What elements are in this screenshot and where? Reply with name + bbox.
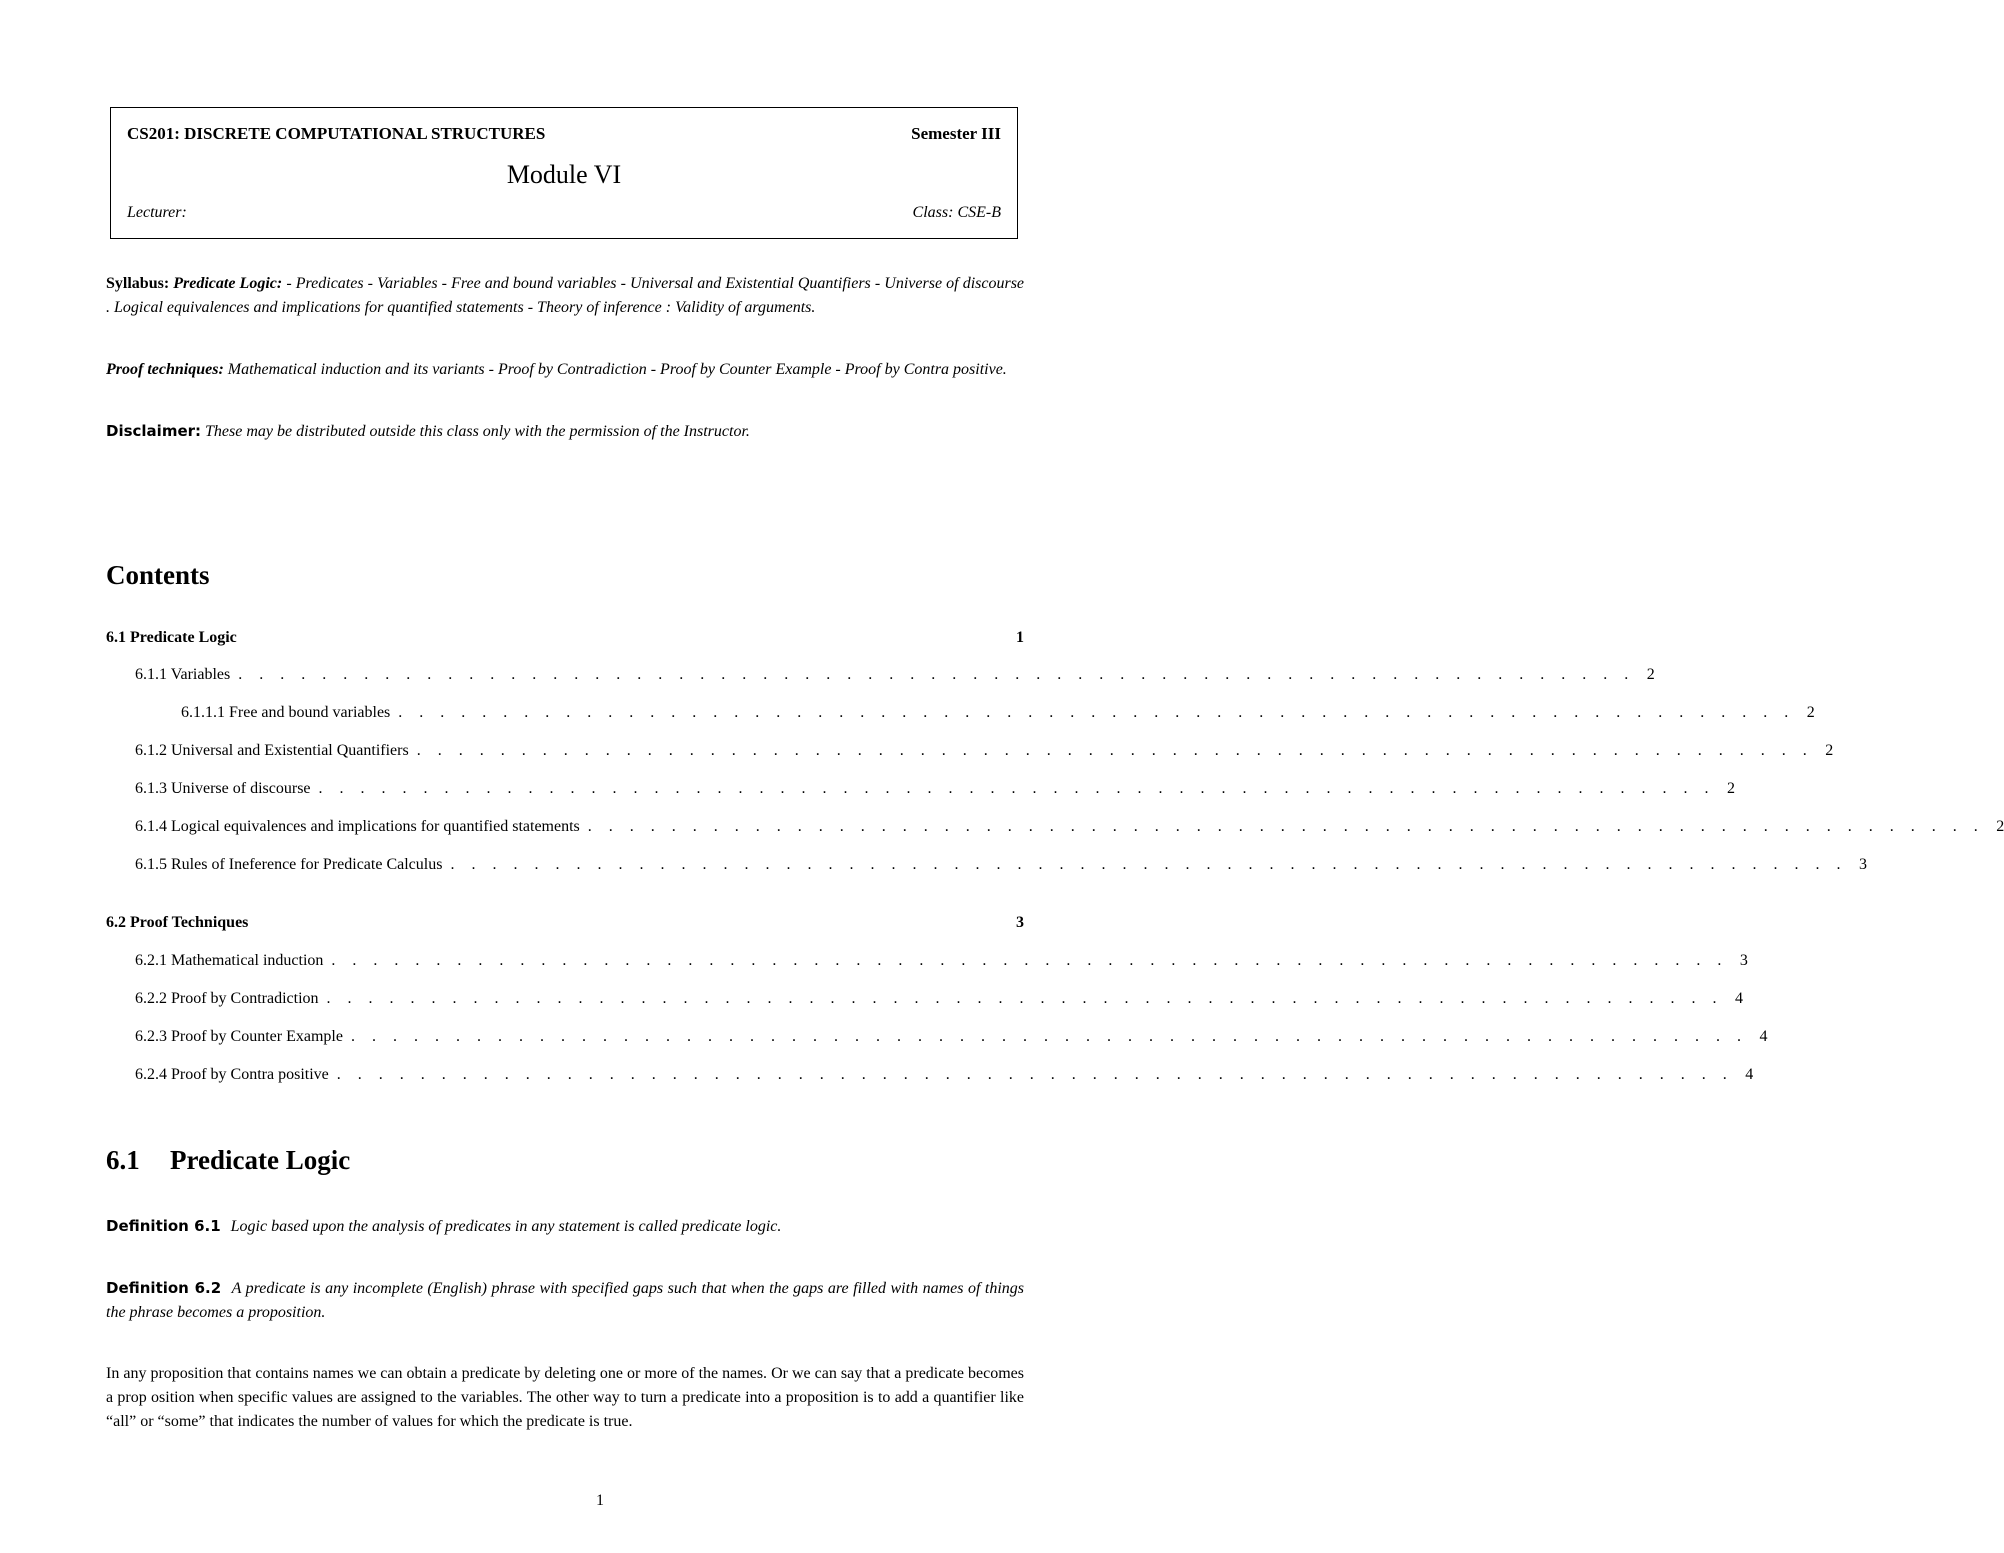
toc-leader-dots: . . . . . . . . . . . . . . . . . . . . . . . . . . . . . . . . . . . . . . . . . . . . . . . . . . . . . . . . . . . . . . . . . . . bbox=[331, 952, 1728, 969]
toc-leader-dots: . . . . . . . . . . . . . . . . . . . . . . . . . . . . . . . . . . . . . . . . . . . . . . . . . . . . . . . . . . . . . . . . . . . bbox=[398, 704, 1795, 721]
toc-leader-dots: . . . . . . . . . . . . . . . . . . . . . . . . . . . . . . . . . . . . . . . . . . . . . . . . . . . . . . . . . . . . . . . . . . . bbox=[318, 780, 1716, 797]
contents-heading: Contents bbox=[106, 560, 210, 590]
toc-entry-label: 6.2.1 Mathematical induction bbox=[135, 952, 324, 969]
definition-text: Logic based upon the analysis of predicates in any statement is called predicate logic. bbox=[230, 1218, 782, 1235]
toc-entry-6-1-1[interactable] bbox=[106, 666, 1655, 690]
toc-leader-dots: . . . . . . . . . . . . . . . . . . . . . . . . . . . . . . . . . . . . . . . . . . . . . . . . . . . . . . . . . . . . . . . . . . . bbox=[416, 742, 1814, 759]
semester-label: Semester III bbox=[911, 124, 1001, 143]
toc-leader-dots: . . . . . . . . . . . . . . . . . . . . . . . . . . . . . . . . . . . . . . . . . . . . . . . . . . . . . . . . . . . . . . . . . . . bbox=[336, 1066, 1734, 1083]
toc-entry-6-1-4[interactable] bbox=[106, 818, 2004, 842]
toc-entry-6-1-3[interactable] bbox=[106, 780, 1736, 804]
toc-entry-6-2-4[interactable] bbox=[106, 1066, 1754, 1090]
disclaimer-label: Disclaimer: bbox=[106, 422, 202, 440]
toc-page-number: 2 bbox=[1727, 780, 1736, 797]
definition-6-2 bbox=[106, 1276, 1024, 1325]
toc-page-number: 4 bbox=[1735, 990, 1744, 1007]
toc-entry-label: 6.1.1 Variables bbox=[135, 666, 231, 683]
toc-section-label: 6.1 Predicate Logic bbox=[106, 629, 237, 646]
toc-entry-6-2-1[interactable] bbox=[106, 952, 1748, 976]
proof-techniques-text: Mathematical induction and its variants - Proof by Contradiction - Proof by Counter Example - Proof by Contra positive. bbox=[227, 361, 1007, 378]
toc-entry-6-1-5[interactable] bbox=[106, 856, 1867, 880]
toc-leader-dots: . . . . . . . . . . . . . . . . . . . . . . . . . . . . . . . . . . . . . . . . . . . . . . . . . . . . . . . . . . . . . . . . . . . bbox=[238, 666, 1635, 683]
toc-page-number: 4 bbox=[1759, 1028, 1768, 1045]
toc-page-number: 3 bbox=[1858, 856, 1867, 873]
definition-label: Definition 6.2 bbox=[106, 1279, 222, 1297]
toc-entry-6-1-1-1[interactable] bbox=[106, 704, 1815, 728]
toc-leader-dots: . . . . . . . . . . . . . . . . . . . . . . . . . . . . . . . . . . . . . . . . . . . . . . . . . . . . . . . . . . . . . . . . . . . bbox=[587, 818, 1985, 835]
lecturer-label: Lecturer: bbox=[127, 204, 187, 221]
syllabus-paragraph bbox=[106, 272, 1024, 320]
toc-page-number: 3 bbox=[1016, 914, 1024, 931]
toc-entry-label: 6.2.4 Proof by Contra positive bbox=[135, 1066, 329, 1083]
section-heading bbox=[106, 1145, 350, 1176]
proof-techniques-paragraph bbox=[106, 358, 1024, 382]
toc-entry-label: 6.1.2 Universal and Existential Quantifiers bbox=[135, 742, 409, 759]
toc-entry-6-1-2[interactable] bbox=[106, 742, 1834, 766]
toc-entry-label: 6.1.1.1 Free and bound variables bbox=[181, 704, 391, 721]
toc-entry-label: 6.1.3 Universe of discourse bbox=[135, 780, 311, 797]
course-title: CS201: DISCRETE COMPUTATIONAL STRUCTURES bbox=[127, 124, 546, 143]
section-title: Predicate Logic bbox=[170, 1145, 351, 1175]
toc-leader-dots: . . . . . . . . . . . . . . . . . . . . . . . . . . . . . . . . . . . . . . . . . . . . . . . . . . . . . . . . . . . . . . . . . . . bbox=[326, 990, 1724, 1007]
toc-page-number: 1 bbox=[1016, 629, 1024, 646]
syllabus-label: Syllabus: bbox=[106, 275, 170, 292]
toc-section-6-2[interactable] bbox=[106, 914, 1024, 938]
definition-label: Definition 6.1 bbox=[106, 1217, 221, 1235]
toc-leader-dots: . . . . . . . . . . . . . . . . . . . . . . . . . . . . . . . . . . . . . . . . . . . . . . . . . . . . . . . . . . . . . . . . . . . bbox=[350, 1028, 1748, 1045]
proof-techniques-label: Proof techniques: bbox=[106, 361, 224, 378]
toc-entry-6-2-2[interactable] bbox=[106, 990, 1744, 1014]
toc-page-number: 4 bbox=[1745, 1066, 1754, 1083]
toc-entry-label: 6.2.3 Proof by Counter Example bbox=[135, 1028, 343, 1045]
toc-entry-label: 6.1.4 Logical equivalences and implications for quantified statements bbox=[135, 818, 580, 835]
module-title: Module VI bbox=[506, 160, 622, 189]
syllabus-topic-label: Predicate Logic: bbox=[173, 275, 283, 292]
toc-page-number: 3 bbox=[1739, 952, 1748, 969]
toc-section-6-1[interactable] bbox=[106, 629, 1024, 653]
definition-6-1 bbox=[106, 1214, 1024, 1239]
course-header-box bbox=[110, 107, 1018, 239]
syllabus-text: - Predicates - Variables - Free and bound variables - Universal and Existential Quantifiers - Universe of discourse . Logical equivalences and implications for quantified statements - Theory of inference : Validity of arguments. bbox=[106, 275, 1025, 316]
body-paragraph: In any proposition that contains names we can obtain a predicate by deleting one or more of the names. Or we can say that a predicate becomes a prop osition when specific values are assigned to the variables. The other way to turn a predicate into a proposition is to add a quantifier like “all” or “some” that indicates the number of values for which the predicate is true. bbox=[106, 1365, 1024, 1430]
toc-page-number: 2 bbox=[1825, 742, 1834, 759]
toc-entry-label: 6.1.5 Rules of Ineference for Predicate Calculus bbox=[135, 856, 443, 873]
page-number: 1 bbox=[596, 1492, 604, 1509]
toc-leader-dots: . . . . . . . . . . . . . . . . . . . . . . . . . . . . . . . . . . . . . . . . . . . . . . . . . . . . . . . . . . . . . . . . . . . bbox=[450, 856, 1847, 873]
toc-page-number: 2 bbox=[1996, 818, 2004, 835]
toc-entry-label: 6.2.2 Proof by Contradiction bbox=[135, 990, 319, 1007]
toc-entry-6-2-3[interactable] bbox=[106, 1028, 1768, 1052]
section-number: 6.1 bbox=[106, 1145, 140, 1175]
class-label: Class: CSE-B bbox=[912, 204, 1001, 221]
toc-page-number: 2 bbox=[1646, 666, 1655, 683]
disclaimer-paragraph bbox=[106, 419, 1024, 444]
toc-section-label: 6.2 Proof Techniques bbox=[106, 914, 249, 931]
toc-page-number: 2 bbox=[1806, 704, 1815, 721]
disclaimer-text: These may be distributed outside this class only with the permission of the Instructor. bbox=[205, 423, 750, 440]
definition-text: A predicate is any incomplete (English) phrase with specified gaps such that when the gaps are filled with names of things the phrase becomes a proposition. bbox=[106, 1280, 1025, 1321]
